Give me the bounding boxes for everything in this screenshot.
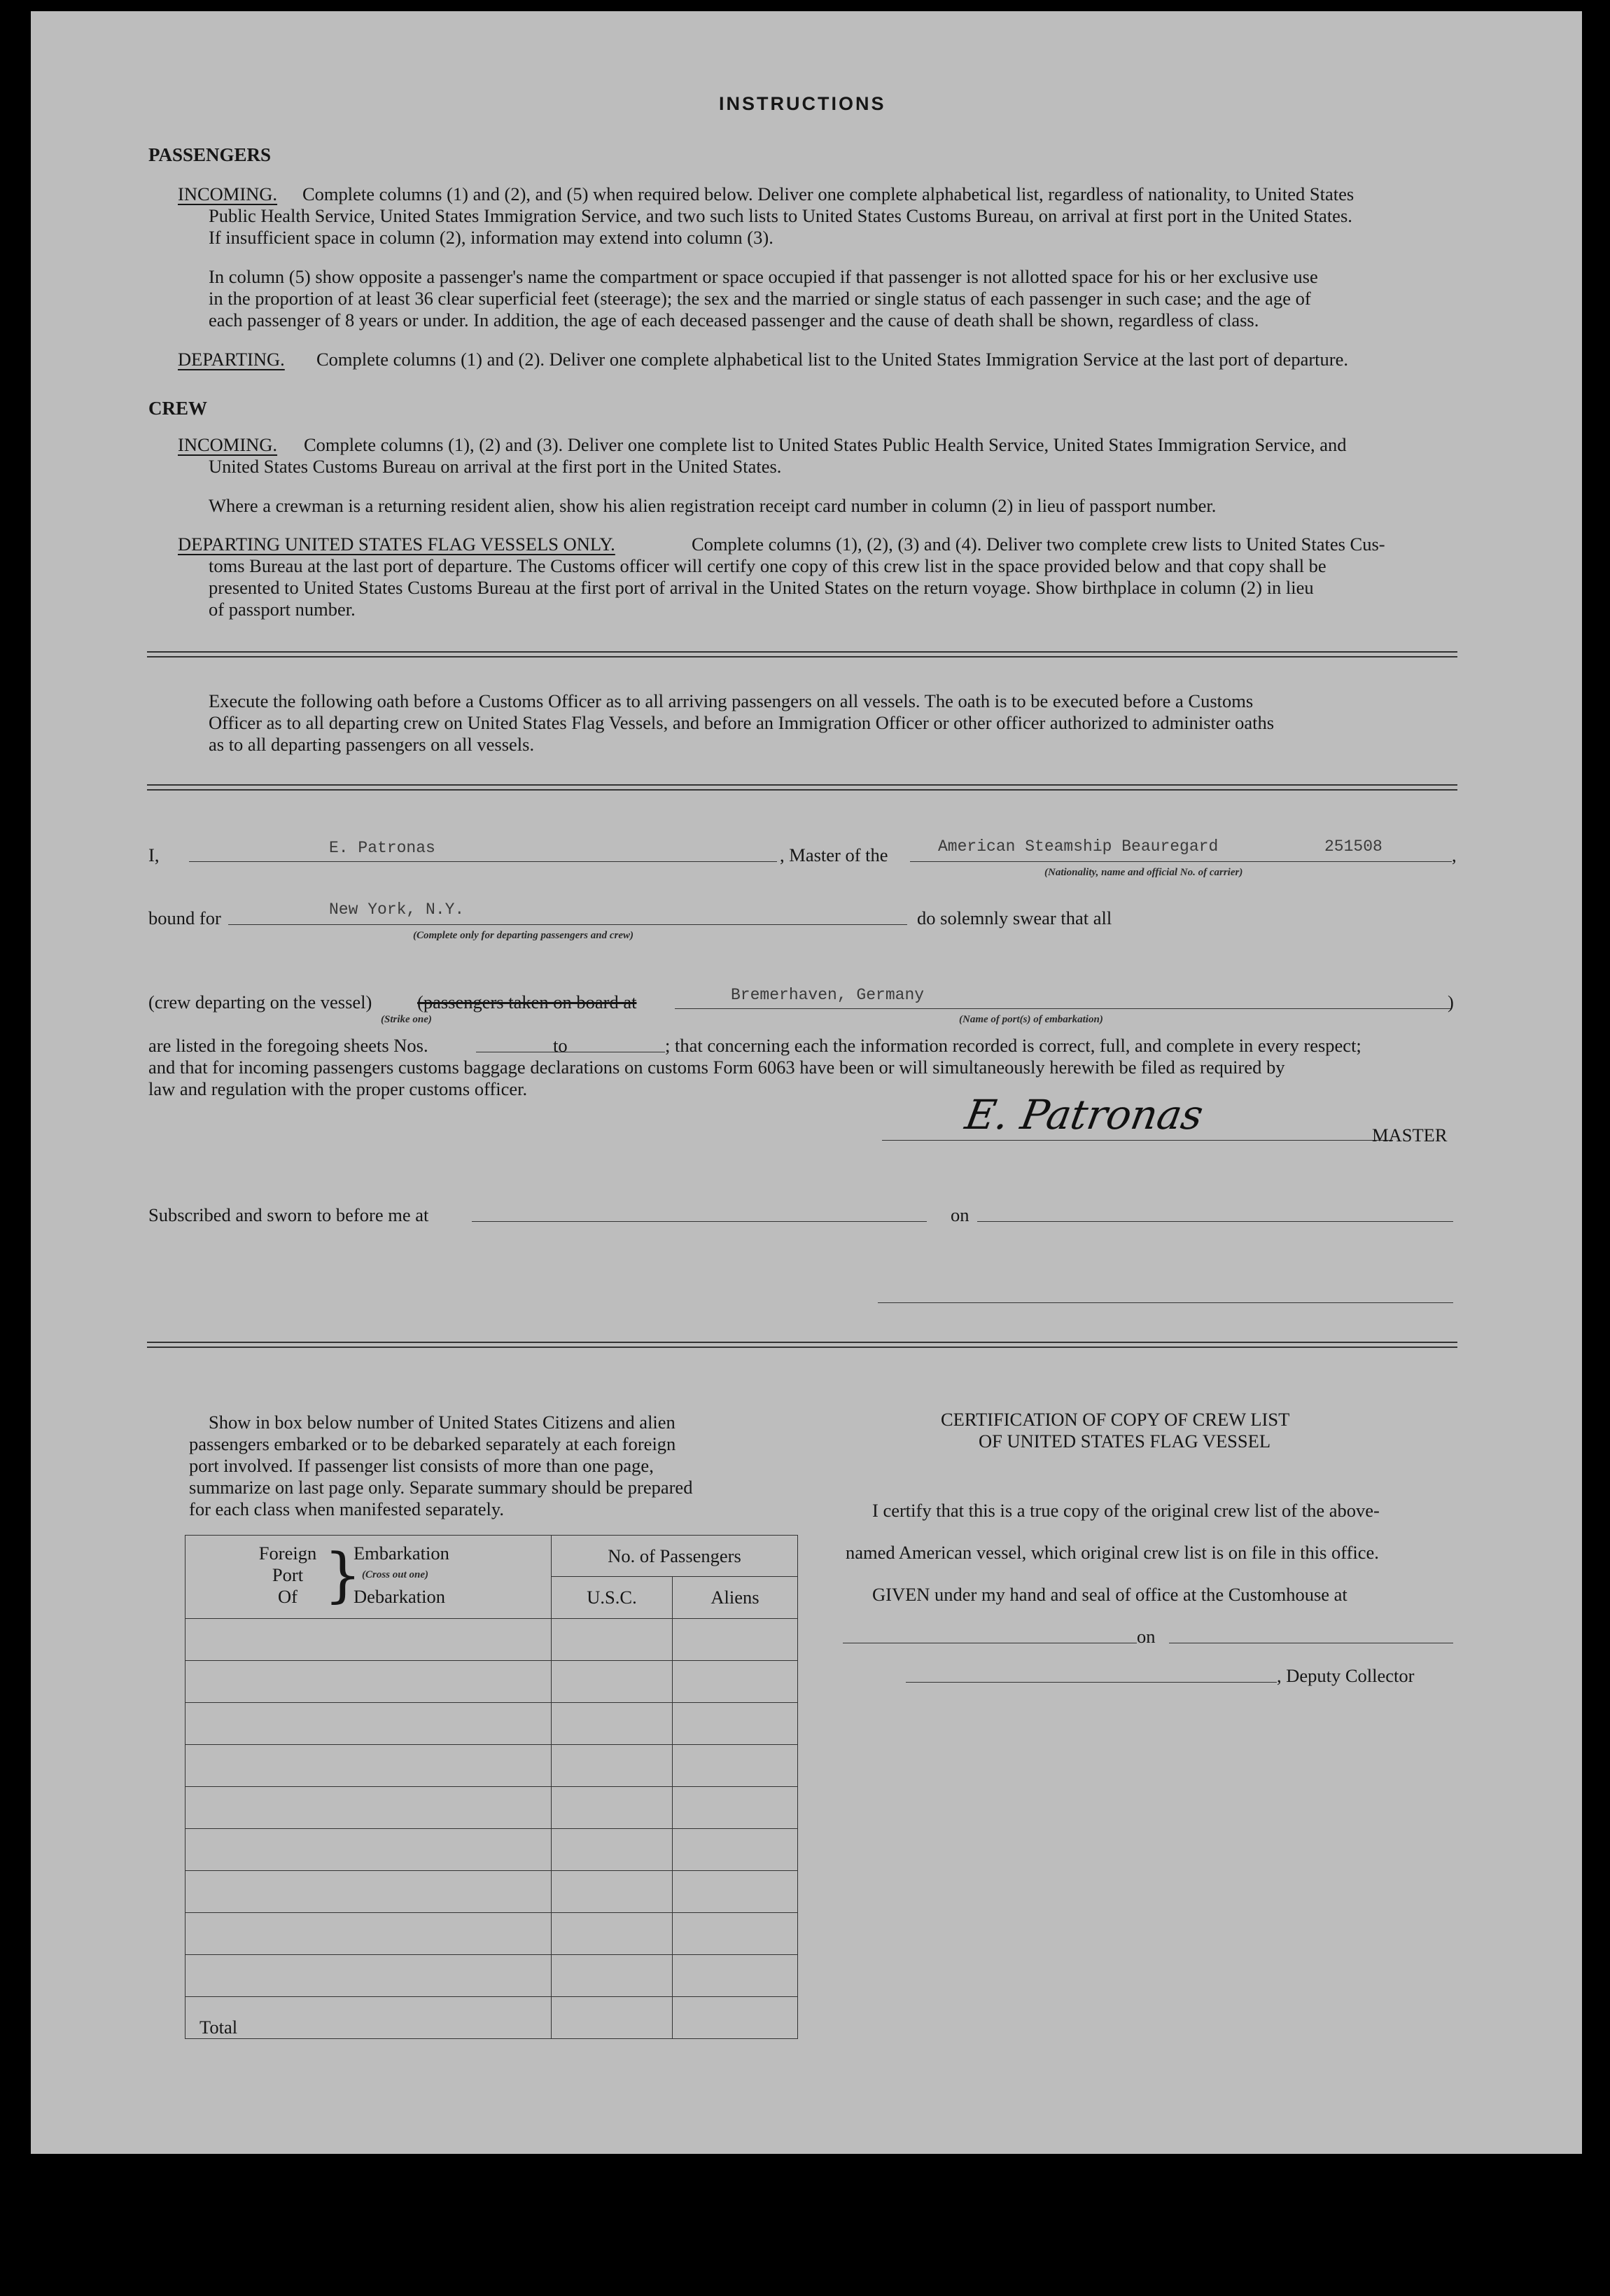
- listed-sheets-text: law and regulation with the proper customs officer.: [148, 1078, 528, 1099]
- certification-text: named American vessel, which original crew list is on file in this office.: [846, 1542, 1379, 1563]
- summary-instructions: summarize on last page only. Separate summary should be prepared: [189, 1477, 693, 1498]
- subscribed-label: Subscribed and sworn to before me at: [148, 1204, 429, 1225]
- aliens-cell[interactable]: [673, 1661, 798, 1703]
- crew-departing-label: DEPARTING UNITED STATES FLAG VESSELS ONLY.: [178, 534, 615, 555]
- certification-heading: CERTIFICATION OF COPY OF CREW LIST: [941, 1409, 1290, 1430]
- port-cell[interactable]: [186, 1745, 552, 1787]
- swear-text: do solemnly swear that all: [917, 907, 1112, 928]
- crew-departing-text: presented to United States Customs Bureau at the first port of arrival in the United States on the return voyage. Show birthplace in column (2) in lieu: [209, 577, 1314, 598]
- debarkation-label: Debarkation: [354, 1586, 445, 1607]
- listed-sheets-text: and that for incoming passengers customs baggage declarations on customs Form 6063 have been or will simultaneously herewith be filed as required by: [148, 1057, 1285, 1078]
- usc-cell[interactable]: [552, 1955, 673, 1997]
- brace-icon: }: [324, 1540, 362, 1609]
- usc-cell[interactable]: [552, 1829, 673, 1871]
- column5-instructions: in the proportion of at least 36 clear superficial feet (steerage); the sex and the married or single status of each passenger in such case; and the age of: [209, 288, 1311, 309]
- port-of-embarkation-field[interactable]: Bremerhaven, Germany: [731, 986, 925, 1004]
- table-row: [186, 1955, 798, 1997]
- aliens-cell[interactable]: [673, 1703, 798, 1745]
- vessel-line: [910, 861, 1452, 862]
- table-row: [186, 1829, 798, 1871]
- table-header-row: [186, 1536, 798, 1577]
- subscribed-on-label: on: [951, 1204, 969, 1225]
- officer-signature-line[interactable]: [878, 1302, 1453, 1303]
- usc-total-cell[interactable]: [552, 1997, 673, 2039]
- vessel-caption: (Nationality, name and official No. of carrier): [1044, 867, 1243, 878]
- table-row: [186, 1661, 798, 1703]
- passenger-summary-table: [185, 1535, 798, 2039]
- passengers-incoming-label: INCOMING.: [178, 183, 278, 204]
- master-name-field[interactable]: E. Patronas: [329, 839, 435, 857]
- aliens-total-cell[interactable]: [673, 1997, 798, 2039]
- table-row: [186, 1871, 798, 1913]
- bound-for-line: [228, 924, 907, 925]
- of-label: Of: [278, 1586, 298, 1607]
- summary-instructions: passengers embarked or to be debarked separately at each foreign: [189, 1433, 676, 1454]
- page-title: INSTRUCTIONS: [719, 93, 886, 114]
- aliens-cell[interactable]: [673, 1913, 798, 1955]
- port-cell[interactable]: [186, 1619, 552, 1661]
- passengers-incoming-text: Complete columns (1) and (2), and (5) when required below. Deliver one complete alphabetical list, regardless of nationality, to United States: [302, 183, 1354, 204]
- summary-instructions: for each class when manifested separately.: [189, 1498, 505, 1519]
- aliens-cell[interactable]: [673, 1829, 798, 1871]
- aliens-cell[interactable]: [673, 1871, 798, 1913]
- usc-cell[interactable]: [552, 1871, 673, 1913]
- passengers-departing-text: Complete columns (1) and (2). Deliver one complete alphabetical list to the United States Immigration Service at the last port of departure.: [316, 349, 1348, 370]
- port-label: Port: [272, 1564, 304, 1585]
- passengers-incoming-text: Public Health Service, United States Immigration Service, and two such lists to United States Customs Bureau, on arrival at first port in the United States.: [209, 205, 1352, 226]
- crew-departing-text: toms Bureau at the last port of departure. The Customs officer will certify one copy of this crew list in the space provided below and that copy shall be: [209, 555, 1326, 576]
- crew-incoming-label: INCOMING.: [178, 434, 278, 455]
- close-paren: ): [1448, 992, 1454, 1013]
- bound-for-label: bound for: [148, 907, 221, 928]
- master-label: MASTER: [1372, 1125, 1448, 1146]
- certification-text: I certify that this is a true copy of the original crew list of the above-: [872, 1500, 1380, 1521]
- table-row: [186, 1703, 798, 1745]
- subscribed-date-field[interactable]: [977, 1221, 1453, 1222]
- crew-departing-option: (crew departing on the vessel): [148, 992, 372, 1013]
- usc-header: U.S.C.: [552, 1577, 673, 1619]
- crew-departing-text: of passport number.: [209, 599, 356, 620]
- port-cell[interactable]: [186, 1661, 552, 1703]
- master-signature: E. Patronas: [962, 1091, 1207, 1139]
- to-label: to: [553, 1035, 568, 1056]
- crew-incoming-text: United States Customs Bureau on arrival at the first port in the United States.: [209, 456, 782, 477]
- usc-cell[interactable]: [552, 1913, 673, 1955]
- aliens-cell[interactable]: [673, 1955, 798, 1997]
- section-divider: [147, 651, 1457, 658]
- port-cell[interactable]: [186, 1829, 552, 1871]
- usc-cell[interactable]: [552, 1661, 673, 1703]
- embarkation-label: Embarkation: [354, 1543, 449, 1564]
- passengers-departing-label: DEPARTING.: [178, 349, 285, 370]
- crew-departing-text: Complete columns (1), (2), (3) and (4). Deliver two complete crew lists to United States Cus-: [692, 534, 1385, 555]
- total-row: [186, 1997, 798, 2039]
- oath-instructions: as to all departing passengers on all vessels.: [209, 734, 535, 755]
- given-text: GIVEN under my hand and seal of office at the Customhouse at: [872, 1584, 1348, 1605]
- total-label: Total: [186, 1997, 552, 2039]
- port-cell[interactable]: [186, 1703, 552, 1745]
- deputy-signature-line[interactable]: [906, 1682, 1277, 1683]
- summary-instructions: port involved. If passenger list consists of more than one page,: [189, 1455, 654, 1476]
- comma: ,: [1452, 844, 1457, 865]
- table-row: [186, 1745, 798, 1787]
- cross-out-caption: (Cross out one): [362, 1569, 429, 1580]
- port-cell[interactable]: [186, 1913, 552, 1955]
- aliens-cell[interactable]: [673, 1745, 798, 1787]
- column5-instructions: In column (5) show opposite a passenger's name the compartment or space occupied if that passenger is not allotted space for his or her exclusive use: [209, 266, 1318, 287]
- table-row: [186, 1619, 798, 1661]
- subscribed-place-field[interactable]: [472, 1221, 927, 1222]
- passengers-incoming-text: If insufficient space in column (2), information may extend into column (3).: [209, 227, 774, 248]
- vessel-name-field[interactable]: American Steamship Beauregard: [938, 837, 1219, 856]
- crew-heading: CREW: [148, 398, 208, 419]
- column5-instructions: each passenger of 8 years or under. In addition, the age of each deceased passenger and the cause of death shall be shown, regardless of class.: [209, 309, 1259, 331]
- oath-i-label: I,: [148, 844, 160, 865]
- official-number-field[interactable]: 251508: [1324, 837, 1382, 856]
- port-caption: (Name of port(s) of embarkation): [959, 1014, 1103, 1025]
- port-line: [675, 1008, 1452, 1009]
- usc-cell[interactable]: [552, 1787, 673, 1829]
- table-row: [186, 1787, 798, 1829]
- port-cell[interactable]: [186, 1955, 552, 1997]
- port-header-cell: [186, 1536, 552, 1619]
- section-divider: [147, 1342, 1457, 1348]
- listed-sheets-text: are listed in the foregoing sheets Nos.: [148, 1035, 428, 1056]
- bound-for-caption: (Complete only for departing passengers and crew): [413, 930, 634, 941]
- usc-cell[interactable]: [552, 1703, 673, 1745]
- passengers-heading: PASSENGERS: [148, 144, 272, 165]
- usc-cell[interactable]: [552, 1619, 673, 1661]
- port-cell[interactable]: [186, 1787, 552, 1829]
- aliens-header: Aliens: [673, 1577, 798, 1619]
- summary-instructions: Show in box below number of United States Citizens and alien: [209, 1412, 676, 1433]
- table-row: [186, 1913, 798, 1955]
- aliens-cell[interactable]: [673, 1619, 798, 1661]
- passengers-option-struck: (passengers taken on board at: [417, 992, 637, 1013]
- bound-for-field[interactable]: New York, N.Y.: [329, 900, 465, 919]
- oath-instructions: Officer as to all departing crew on United States Flag Vessels, and before an Immigration Officer or other officer authorized to administer oaths: [209, 712, 1275, 733]
- form-page: [31, 11, 1582, 2154]
- section-divider: [147, 784, 1457, 791]
- usc-cell[interactable]: [552, 1745, 673, 1787]
- oath-instructions: Execute the following oath before a Customs Officer as to all arriving passengers on all vessels. The oath is to be executed before a Customs: [209, 690, 1254, 711]
- cert-on-label: on: [1137, 1626, 1156, 1647]
- master-name-line: [189, 861, 777, 862]
- crew-incoming-text: Complete columns (1), (2) and (3). Deliver one complete list to United States Public Health Service, United States Immigration Service, and: [304, 434, 1347, 455]
- strike-caption: (Strike one): [381, 1014, 432, 1025]
- certification-heading: OF UNITED STATES FLAG VESSEL: [979, 1431, 1270, 1452]
- signature-line: [882, 1140, 1393, 1141]
- crew-alien-instructions: Where a crewman is a returning resident alien, show his alien registration receipt card number in column (2) in lieu of passport number.: [209, 495, 1217, 516]
- foreign-label: Foreign: [258, 1543, 317, 1564]
- aliens-cell[interactable]: [673, 1787, 798, 1829]
- port-cell[interactable]: [186, 1871, 552, 1913]
- no-passengers-header: No. of Passengers: [552, 1536, 798, 1577]
- master-of-label: , Master of the: [780, 844, 888, 865]
- listed-sheets-text: ; that concerning each the information recorded is correct, full, and complete in every respect;: [665, 1035, 1362, 1056]
- deputy-collector-label: , Deputy Collector: [1277, 1665, 1415, 1686]
